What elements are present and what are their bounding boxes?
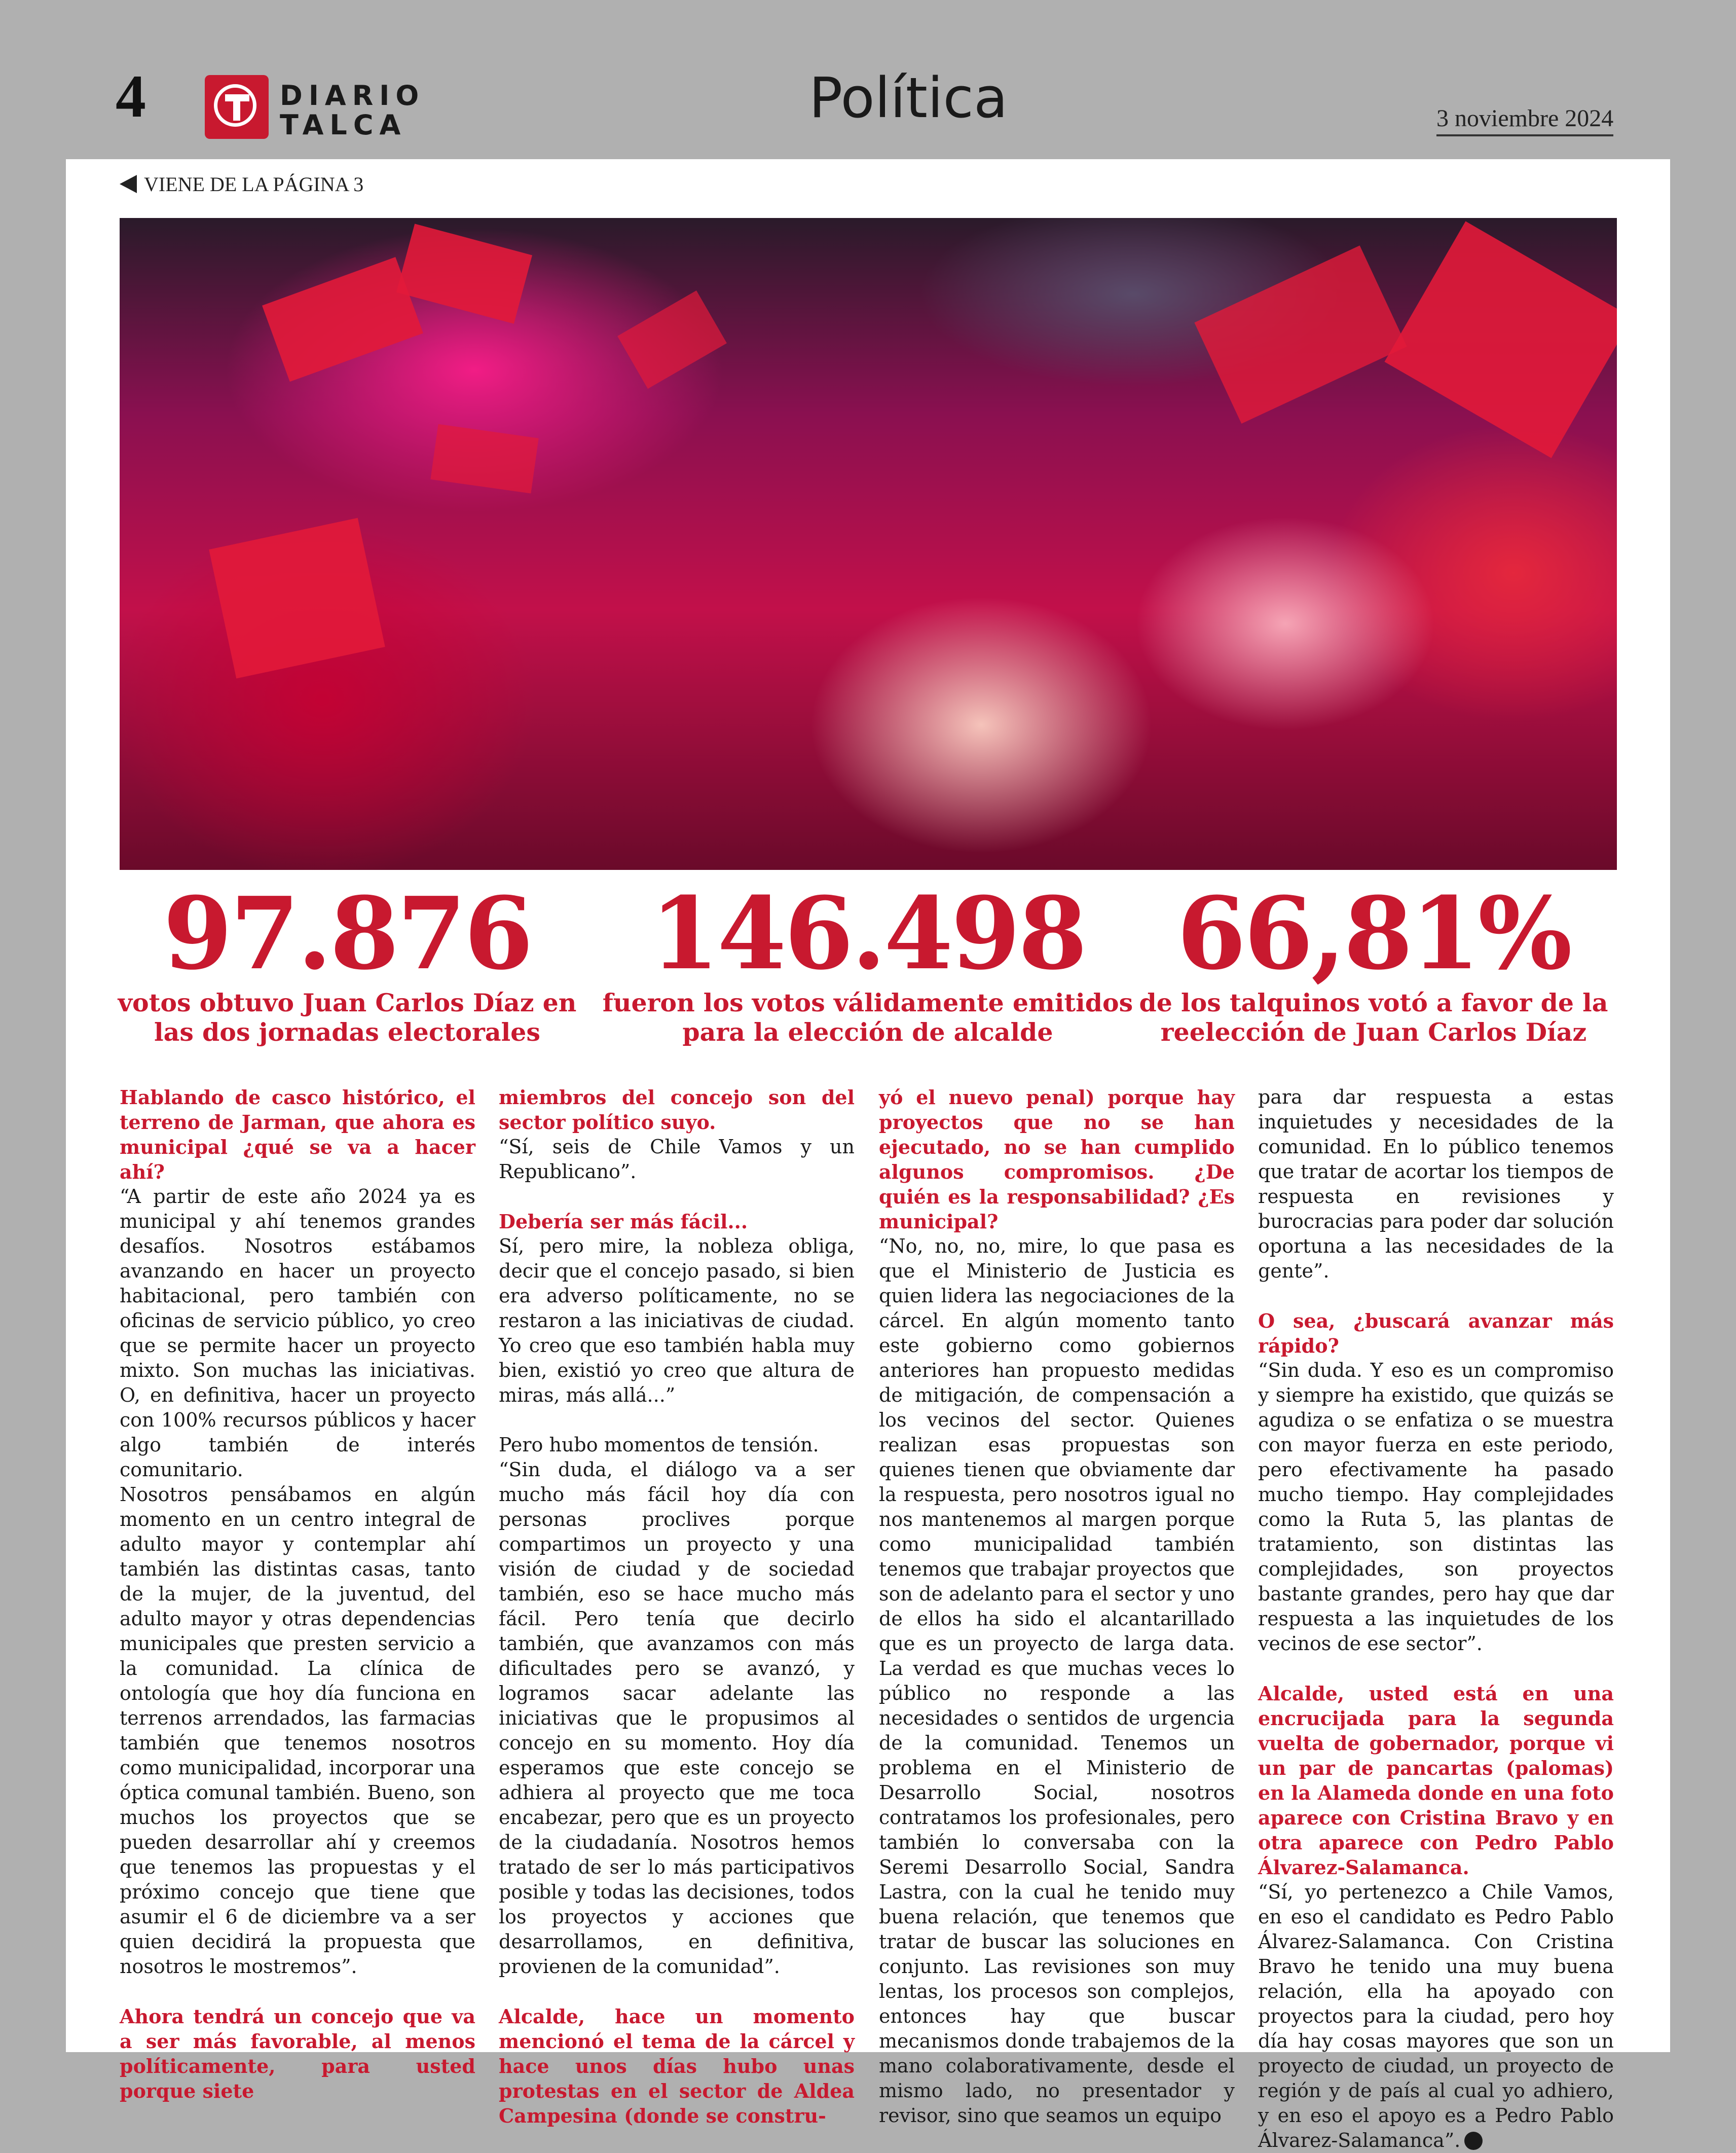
interview-answer: “A partir de este año 2024 ya es municipal y ahí tenemos grandes desafíos. Nosotros estábamos avanzando en hacer un proyecto habitacional, pero también con oficinas de servicio público, yo creo que se permite hacer un proyecto mixto. Son muchas las iniciativas. O, en definitiva, hacer un proyecto con 100% recursos públicos y hacer algo también de interés comunitario. [120, 1185, 475, 1481]
continued-label: VIENE DE LA PÁGINA 3 [144, 173, 364, 196]
stat-caption: de los talquinos votó a favor de la reelección de Juan Carlos Díaz [1139, 988, 1608, 1047]
diario-talca-logo[interactable] [205, 75, 425, 141]
stat-number: 66,81% [1177, 875, 1570, 992]
interview-answer: “Sí, seis de Chile Vamos y un Republicano”. [499, 1136, 855, 1183]
interview-question: Alcalde, usted está en una encrucijada para la segunda vuelta de gobernador, porque vi un par de pancartas (palomas) en la Alameda donde en una foto aparece con Cristina Bravo y en otra aparece con Pedro Pablo Álvarez-Salamanca. [1258, 1682, 1614, 1879]
issue-date: 3 noviembre 2024 [1436, 105, 1613, 136]
interview-question: Alcalde, hace un momento mencionó el tema de la cárcel y hace unos días hubo unas protestas en el sector de Aldea Campesina (donde se constru- [499, 2005, 855, 2127]
logo-word-diario: DIARIO [280, 80, 425, 112]
interview-question: Debería ser más fácil... [499, 1210, 748, 1233]
continued-from-link[interactable] [120, 174, 363, 195]
page-number: 4 [116, 62, 146, 130]
interview-question: O sea, ¿buscará avanzar más rápido? [1258, 1309, 1614, 1357]
interview-answer: para dar respuesta a estas inquietudes y necesidades de la comunidad. En lo público tenemos que tratar de acortar los tiempos de respuesta en revisiones y burocracias para poder dar solución oportuna a las necesidades de la gente”. [1258, 1086, 1614, 1282]
article-column-2 [499, 1085, 855, 2128]
final-answer-text: “Sí, yo pertenezco a Chile Vamos, en eso el candidato es Pedro Pablo Álvarez-Salamanca. Con Cristina Bravo he tenido una muy buena relación, ella ha apoyado con proyectos para la ciudad, pero hoy día hay cosas mayores que son un proyecto de ciudad, un proyecto de región y de país al cual yo adhiero, y en eso el apoyo es a Pedro Pablo Álvarez-Salamanca”. [1258, 1881, 1614, 2151]
stat-percentage [1130, 875, 1617, 1047]
crowd-celebration-photo [120, 218, 1617, 870]
stat-number: 146.498 [650, 875, 1086, 992]
article-column-4 [1258, 1085, 1614, 2153]
interview-answer: Nosotros pensábamos en algún momento en un centro integral de adulto mayor y contemplar ahí también las distintas casas, tanto de la mujer, de la juventud, del adulto mayor y otras dependencias municipales que presten servicio a la comunidad. La clínica de ontología que hoy día funciona en terrenos arrendados, las farmacias también que tenemos nosotros como municipalidad, incorporar una óptica comunal también. Bueno, son muchos los proyectos que se pueden desarrollar ahí y creemos que tenemos las propuestas y el próximo concejo que tiene que asumir el 6 de diciembre va a ser quien decidirá la propuesta que nosotros le mostremos”. [120, 1483, 475, 1978]
masthead [0, 0, 1736, 161]
logo-mark-icon [205, 75, 269, 139]
interview-answer: Pero hubo momentos de tensión. [499, 1434, 819, 1456]
logo-word-talca: TALCA [280, 109, 407, 141]
interview-question: yó el nuevo penal) porque hay proyectos que no se han ejecutado, no se han cumplido algunos compromisos. ¿De quién es la responsabilidad? ¿Es municipal? [879, 1086, 1235, 1233]
article-column-1 [120, 1085, 475, 2103]
stat-valid-votes [599, 875, 1136, 1047]
end-of-article-icon [1464, 2132, 1483, 2150]
stat-number: 97.876 [163, 875, 532, 992]
section-title: Política [809, 65, 1008, 130]
interview-question: Hablando de casco histórico, el terreno de Jarman, que ahora es municipal ¿qué se va a hacer ahí? [120, 1086, 475, 1183]
interview-question: Ahora tendrá un concejo que va a ser más favorable, al menos políticamente, para usted porque siete [120, 2005, 475, 2102]
stat-caption: fueron los votos válidamente emitidos para la elección de alcalde [602, 988, 1133, 1047]
interview-answer: “Sin duda. Y eso es un compromiso y siempre ha existido, que quizás se agudiza o se enfatiza o se muestra con mayor fuerza en este periodo, pero efectivamente ha pasado mucho tiempo. Hay complejidades como la Ruta 5, las plantas de tratamiento, son distintas las complejidades, son proyectos bastante grandes, pero hay que dar respuesta a las inquietudes de los vecinos de ese sector”. [1258, 1359, 1614, 1655]
article-column-3 [879, 1085, 1235, 2128]
back-arrow-icon [120, 175, 137, 193]
interview-answer [1258, 1880, 1614, 2153]
interview-answer: “Sin duda, el diálogo va a ser mucho más fácil hoy día con personas proclives porque compartimos un proyecto y una visión de ciudad y de sociedad también, eso se hace mucho más fácil. Pero tenía que decirlo también, que avanzamos con más dificultades pero se avanzó, y logramos sacar adelante las iniciativas que le propusimos al concejo en su momento. Hoy día esperamos que este concejo se adhiera al proyecto que me toca encabezar, pero que es un proyecto de la ciudadanía. Nosotros hemos tratado de ser lo más participativos posible y todas las decisiones, todos los proyectos y acciones que desarrollamos, en definitiva, provienen de la comunidad”. [499, 1458, 855, 1978]
page-sheet [66, 159, 1670, 2151]
interview-question: miembros del concejo son del sector político suyo. [499, 1086, 855, 1134]
interview-answer: Sí, pero mire, la nobleza obliga, decir que el concejo pasado, si bien era adverso políticamente, no se restaron a las iniciativas de ciudad. Yo creo que eso también habla muy bien, existió yo creo que altura de miras, más allá...” [499, 1235, 855, 1406]
interview-answer: “No, no, no, mire, lo que pasa es que el Ministerio de Justicia es quien lidera las negociaciones de la cárcel. En algún momento tanto este gobierno como gobiernos anteriores han propuesto medidas de mitigación, de compensación a los vecinos del sector. Quienes realizan esas propuestas son quienes tienen que obviamente dar la respuesta, pero nosotros igual no nos mantenemos al margen porque como municipalidad también tenemos que trabajar proyectos que son de adelanto para el sector y uno de ellos ha sido el alcantarillado que es un proyecto de larga data. La verdad es que muchas veces lo público no responde a las necesidades o sentidos de urgencia de la comunidad. Tenemos un problema en el Ministerio de Desarrollo Social, nosotros contratamos los profesionales, pero también lo conversaba con la Seremi Desarrollo Social, Sandra Lastra, con la cual he tenido muy buena relación, que tenemos que tratar de buscar las soluciones en conjunto. Las revisiones son muy lentas, los procesos son complejos, entonces hay que buscar mecanismos donde trabajemos de la mano colaborativamente, desde el mismo lado, no presentador y revisor, sino que seamos un equipo [879, 1235, 1235, 2127]
stat-votes-diaz [101, 875, 593, 1047]
stat-caption: votos obtuvo Juan Carlos Díaz en las dos jornadas electorales [118, 988, 577, 1047]
